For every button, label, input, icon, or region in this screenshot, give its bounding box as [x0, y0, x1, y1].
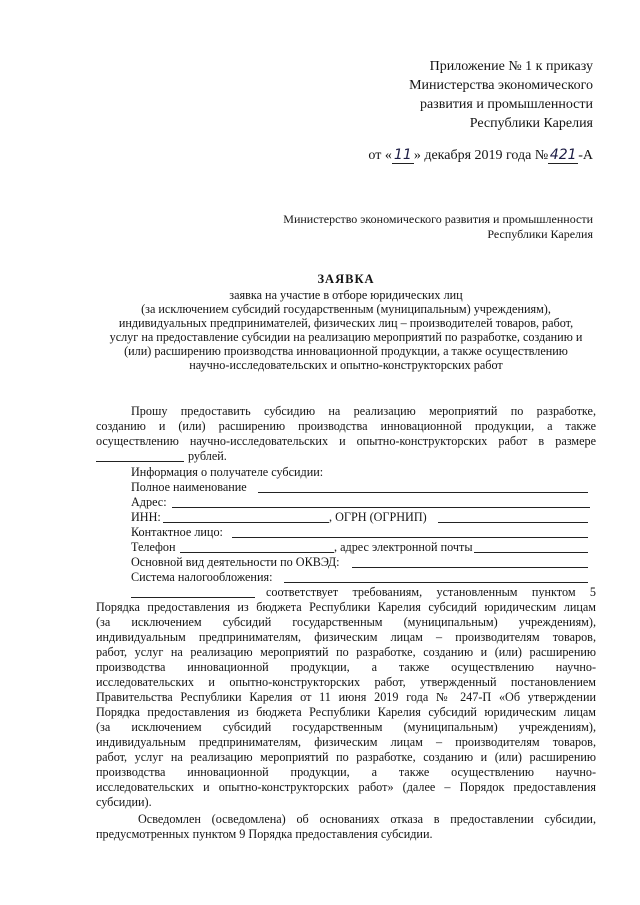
full-name-label: Полное наименование	[131, 480, 247, 494]
compliance-line-14: субсидии).	[96, 795, 152, 809]
compliance-line-7: Правительства Республики Карелия от 11 июня 2019 года № 247-П «Об утверждении	[96, 690, 596, 704]
order-date-line	[368, 147, 593, 164]
compliance-line-11: работ, услуг на реализацию мероприятий по разработке, созданию и (или) расширению	[96, 750, 596, 764]
title-line-2: (за исключением субсидий государственным (муниципальным) учреждениям),	[141, 302, 551, 316]
full-name-field[interactable]	[258, 492, 588, 493]
applicant-name-blank[interactable]	[131, 597, 255, 598]
header-line-2: Министерства экономического	[409, 78, 593, 93]
phone-field[interactable]	[180, 552, 334, 553]
okved-label: Основной вид деятельности по ОКВЭД:	[131, 555, 340, 569]
tax-field[interactable]	[284, 582, 588, 583]
amount-blank[interactable]	[96, 461, 184, 462]
compliance-line-13: исследовательских и опытно-конструкторских работ» (далее – Порядок предоставления	[96, 780, 596, 794]
recipient-line-1: Министерство экономического развития и промышленности	[283, 212, 593, 226]
email-label: , адрес электронной почты	[334, 540, 473, 554]
acknowledge-line-1: Осведомлен (осведомлена) об основаниях отказа в предоставлении субсидии,	[138, 812, 596, 826]
compliance-line-6: исследовательских и опытно-конструкторских работ, утвержденный постановлением	[96, 675, 596, 689]
request-line-2: созданию и (или) расширению производства инновационной продукции, а также	[96, 419, 596, 433]
date-mid: » декабря 2019 года №	[413, 148, 549, 163]
header-line-3: развития и промышленности	[419, 97, 593, 112]
tax-label: Система налогообложения:	[131, 570, 273, 584]
compliance-line-2: (за исключением субсидий государственным (муниципальным) учреждениям),	[96, 615, 596, 629]
compliance-line-3: индивидуальным предпринимателям, физическим лицам – производителям товаров,	[96, 630, 596, 644]
compliance-first-line: соответствует требованиям, установленным пунктом 5	[266, 585, 596, 599]
address-label: Адрес:	[131, 495, 167, 509]
header-line-1: Приложение № 1 к приказу	[429, 59, 593, 74]
email-field[interactable]	[474, 552, 588, 553]
compliance-line-5: производства инновационной продукции, а также осуществлению научно-	[96, 660, 596, 674]
ogrn-label: , ОГРН (ОГРНИП)	[329, 510, 427, 524]
title-line-4: услуг на предоставление субсидии на реализацию мероприятий по разработке, созданию и	[109, 330, 583, 344]
address-field[interactable]	[172, 507, 590, 508]
acknowledge-line-2: предусмотренных пунктом 9 Порядка предоставления субсидии.	[96, 827, 433, 841]
inn-field[interactable]	[163, 522, 329, 523]
amount-suffix: рублей.	[188, 449, 227, 463]
header-line-4: Республики Карелия	[469, 116, 593, 131]
order-suffix: -А	[578, 148, 593, 163]
contact-label: Контактное лицо:	[131, 525, 223, 539]
compliance-line-10: индивидуальным предпринимателям, физическим лицам – производителям товаров,	[96, 735, 596, 749]
title-line-6: научно-исследовательских и опытно-конструкторских работ	[189, 358, 503, 372]
compliance-line-9: (за исключением субсидий государственным (муниципальным) учреждениям),	[96, 720, 596, 734]
contact-field[interactable]	[232, 537, 588, 538]
title-line-5: (или) расширению производства инновационной продукции, а также осуществлению	[124, 344, 568, 358]
compliance-line-4: работ, услуг на реализацию мероприятий по разработке, созданию и (или) расширению	[96, 645, 596, 659]
order-number-handwritten: 421	[549, 147, 577, 163]
request-line-3: осуществлению научно-исследовательских и опытно-конструкторских работ в размере	[96, 434, 596, 448]
recipient-line-2: Республики Карелия	[487, 227, 593, 241]
info-label: Информация о получателе субсидии:	[131, 465, 324, 479]
okved-field[interactable]	[352, 567, 588, 568]
compliance-line-1: Порядка предоставления из бюджета Республики Карелия субсидий юридическим лицам	[96, 600, 596, 614]
phone-label: Телефон	[131, 540, 176, 554]
inn-label: ИНН:	[131, 510, 161, 524]
compliance-line-8: Порядка предоставления из бюджета Республики Карелия субсидий юридическим лицам	[96, 705, 596, 719]
document-title: ЗАЯВКА	[317, 272, 375, 286]
title-line-3: индивидуальных предпринимателей, физических лиц – производителей товаров, работ,	[118, 316, 574, 330]
ogrn-field[interactable]	[438, 522, 588, 523]
title-line-1: заявка на участие в отборе юридических лиц	[229, 288, 463, 302]
compliance-line-12: производства инновационной продукции, а также осуществлению научно-	[96, 765, 596, 779]
date-prefix: от «	[368, 148, 392, 163]
date-day-handwritten: 11	[392, 147, 414, 164]
request-line-1: Прошу предоставить субсидию на реализацию мероприятий по разработке,	[131, 404, 596, 418]
